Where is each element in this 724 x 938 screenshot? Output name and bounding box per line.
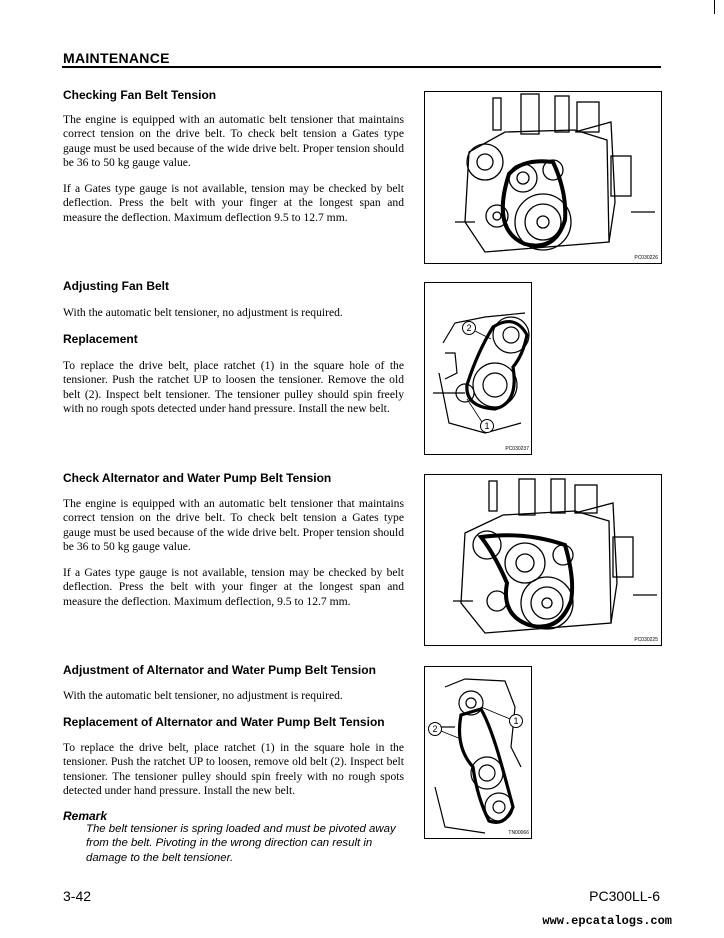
figure-code: PC030225: [634, 637, 658, 643]
paragraph: If a Gates type gauge is not available, tension may be checked by belt deflection. Press the belt with your finger at the longest span and measure the deflection. Maximum deflection 9.5 to 12.7 mm.: [63, 182, 404, 224]
paragraph: The engine is equipped with an automatic belt tensioner that maintains correct tension on the drive belt. To check belt tension a Gates type gauge must be used because of the wide drive belt. Proper tension should be 36 to 50 kg gauge value.: [63, 113, 404, 169]
paragraph: With the automatic belt tensioner, no adjustment is required.: [63, 689, 343, 702]
crop-mark: [714, 0, 715, 14]
figure-fan-belt-engine: [424, 91, 662, 264]
paragraph: With the automatic belt tensioner, no adjustment is required.: [63, 306, 343, 319]
engine-illustration: [425, 92, 661, 263]
page-title: MAINTENANCE: [63, 50, 170, 66]
engine-illustration: [425, 475, 661, 645]
paragraph: To replace the drive belt, place ratchet (1) in the square hole of the tensioner. Push the ratchet UP to loosen the tensioner. Remove the old belt (2). Inspect belt tensioner. The tensioner pulley should spin freely with no rough spots detected under hand pressure. Install the new belt.: [63, 359, 404, 415]
callout-2-label: 2: [466, 323, 472, 333]
figure-tensioner-replacement: [424, 282, 532, 455]
figure-code: PC030226: [634, 255, 658, 261]
section-heading-check-alternator: Check Alternator and Water Pump Belt Tension: [63, 471, 332, 485]
section-heading-adjustment-alternator: Adjustment of Alternator and Water Pump Belt Tension: [63, 663, 376, 677]
website-link[interactable]: www.epcatalogs.com: [542, 914, 672, 928]
tensioner-illustration: [425, 283, 531, 454]
paragraph: If a Gates type gauge is not available, tension may be checked by belt deflection. Press the belt with your finger at the longest span and measure the deflection. Maximum deflection, 9.5 to 12.7 mm.: [63, 566, 404, 608]
remark-title: Remark: [63, 809, 108, 823]
figure-code: TN00066: [508, 830, 529, 836]
header-divider: [62, 66, 661, 68]
section-heading-replacement-alternator: Replacement of Alternator and Water Pump Belt Tension: [63, 715, 385, 729]
section-heading-checking-fan-belt: Checking Fan Belt Tension: [63, 88, 217, 102]
tensioner-illustration: [425, 667, 531, 838]
callout-1-label: 1: [513, 716, 519, 726]
section-heading-adjusting-fan-belt: Adjusting Fan Belt: [63, 279, 169, 293]
callout-1-label: 1: [484, 421, 490, 431]
section-heading-replacement: Replacement: [63, 332, 138, 346]
callout-2-label: 2: [432, 724, 438, 734]
paragraph: The engine is equipped with an automatic belt tensioner that maintains correct tension on the drive belt. To check belt tension a Gates type gauge must be used because of the wide drive belt. Proper tension should be 36 to 50 kg gauge value.: [63, 497, 404, 553]
model-name: PC300LL-6: [589, 888, 660, 904]
page-number: 3-42: [63, 888, 92, 904]
remark-text: The belt tensioner is spring loaded and must be pivoted away from the belt. Pivoting in the wrong direction can result in damage to the belt tensioner.: [86, 823, 396, 864]
paragraph: To replace the drive belt, place ratchet (1) in the square hole in the tensioner. Push the ratchet UP to loosen, remove old belt (2). Inspect belt tensioner. The tensioner pulley should spin freely with no rough spots detected under hand pressure. Install the new belt.: [63, 741, 404, 797]
figure-alternator-belt-engine: [424, 474, 662, 646]
figure-code: PC030237: [505, 446, 529, 452]
figure-alternator-tensioner-replacement: [424, 666, 532, 839]
